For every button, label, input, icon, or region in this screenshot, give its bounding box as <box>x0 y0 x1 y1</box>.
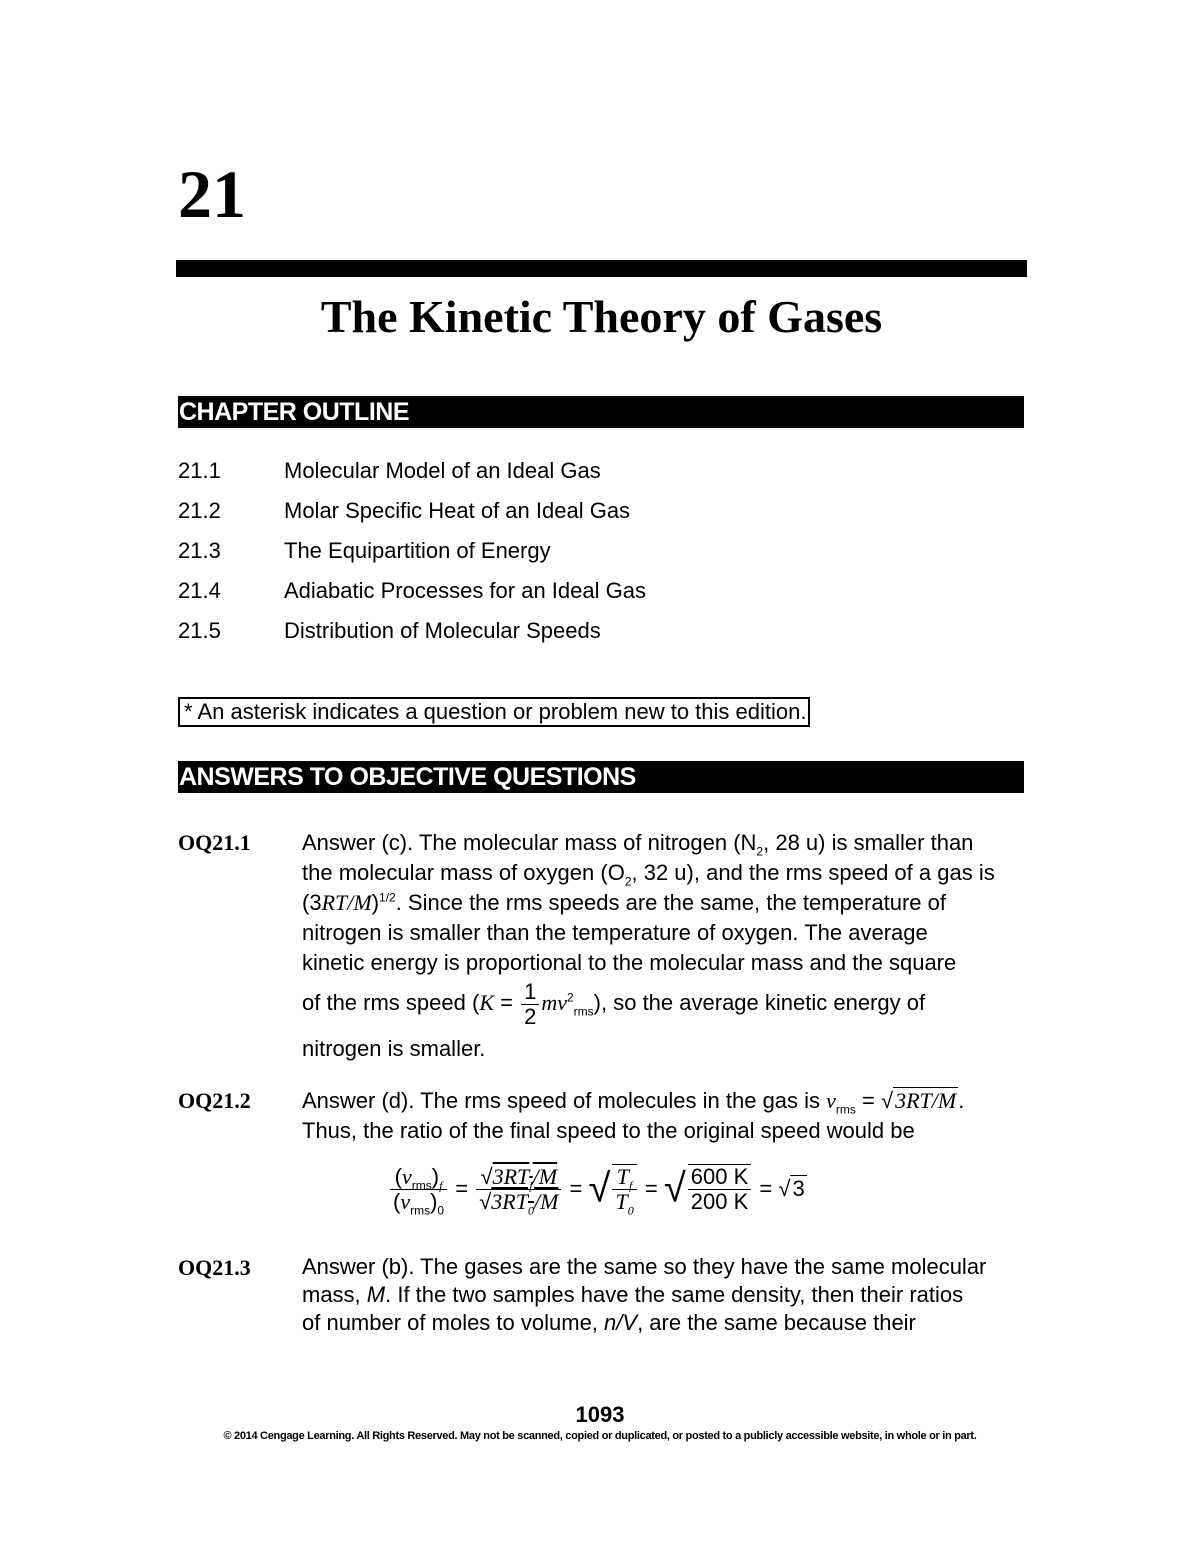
math-term: v <box>826 1088 836 1113</box>
question-label: OQ21.1 <box>178 830 251 855</box>
subscript: rms <box>573 1004 594 1019</box>
text-run: , are the same because their <box>637 1310 916 1335</box>
answer-text <box>302 828 1027 1064</box>
fraction: $\frac{(v_{rms})_f}{(v_{rms})_0}$ <box>390 1165 447 1214</box>
objective-answers-heading: ANSWERS TO OBJECTIVE QUESTIONS <box>178 761 1024 793</box>
text-run: ) <box>371 890 380 915</box>
text-run: of the rms speed ( <box>302 990 480 1015</box>
outline-item-number: 21.3 <box>178 538 221 563</box>
outline-item-title: Molar Specific Heat of an Ideal Gas <box>284 498 631 523</box>
equals-sign: = <box>855 1088 881 1113</box>
text-run: (3 <box>302 890 322 915</box>
outline-item-title: Molecular Model of an Ideal Gas <box>284 458 601 483</box>
asterisk-note: * An asterisk indicates a question or problem new to this edition. <box>178 697 810 727</box>
subscript: rms <box>835 1102 856 1117</box>
text-run: . Since the rms speeds are the same, the temperature of <box>395 890 946 915</box>
numerator: 1 <box>521 980 539 1005</box>
text-line: Thus, the ratio of the final speed to the original speed would be <box>302 1118 915 1143</box>
math-term: mv <box>541 990 567 1015</box>
speed-ratio-equation <box>388 1163 807 1218</box>
text-line: kinetic energy is proportional to the molecular mass and the square <box>302 950 957 975</box>
text-run: Answer (c). The molecular mass of nitrogen (N <box>302 830 757 855</box>
fraction: $\frac{T_f}{T_0}$ <box>612 1164 636 1214</box>
text-line: Answer (b). The gases are the same so they have the same molecular <box>302 1254 987 1279</box>
math-term: n/V <box>604 1310 638 1335</box>
text-run: mass, <box>302 1282 367 1307</box>
text-run: , 32 u), and the rms speed of a gas is <box>631 860 995 885</box>
text-run: the molecular mass of oxygen (O <box>302 860 625 885</box>
equals-sign: = <box>494 990 520 1015</box>
outline-item-number: 21.4 <box>178 578 221 603</box>
outline-item-title: Distribution of Molecular Speeds <box>284 618 601 643</box>
denominator: 2 <box>524 1003 537 1029</box>
text-run: , 28 u) is smaller than <box>763 830 974 855</box>
page-number: 1093 <box>575 1402 625 1427</box>
math-term: K <box>479 990 494 1015</box>
math-term: M <box>366 1282 386 1307</box>
question-label: OQ21.3 <box>178 1255 251 1280</box>
text-run: . <box>958 1088 965 1113</box>
equals-sign: = <box>644 1176 664 1201</box>
radical-sign: √ <box>588 1166 611 1211</box>
text-line: nitrogen is smaller. <box>302 1036 486 1061</box>
question-label: OQ21.2 <box>178 1088 251 1113</box>
outline-item <box>178 614 646 654</box>
outline-item-title: Adiabatic Processes for an Ideal Gas <box>284 578 646 603</box>
outline-item-number: 21.2 <box>178 498 221 523</box>
square-root: √3 <box>778 1176 805 1201</box>
radicand: 3RT/M <box>895 1088 957 1113</box>
text-run: Answer (d). The rms speed of molecules in the gas is <box>302 1088 827 1113</box>
outline-item <box>178 534 646 574</box>
superscript: 2 <box>566 990 574 1005</box>
math-term: RT/M <box>321 890 372 915</box>
chapter-number: 21 <box>178 156 246 232</box>
outline-item-number: 21.1 <box>178 458 221 483</box>
outline-item-number: 21.5 <box>178 618 221 643</box>
text-run: ), so the average kinetic energy of <box>593 990 926 1015</box>
chapter-outline-list <box>178 454 646 654</box>
answer-text <box>302 1086 1027 1146</box>
chapter-title: The Kinetic Theory of Gases <box>320 291 883 342</box>
fraction: $\frac{√3RT_f/M}{√3RT_0/M}$ <box>476 1165 561 1214</box>
fraction: $\frac{600 K}{200 K}$ <box>688 1164 752 1214</box>
text-run: of number of moles to volume, <box>302 1310 605 1335</box>
equals-sign: = <box>569 1176 589 1201</box>
equals-sign: = <box>759 1176 779 1201</box>
fraction <box>521 980 539 1029</box>
copyright-notice: © 2014 Cengage Learning. All Rights Reserved. May not be scanned, copied or duplicated, or posted to a publicly accessible website, in whole or in part. <box>223 1430 977 1442</box>
chapter-rule <box>176 260 1027 277</box>
superscript: 1/2 <box>379 890 396 905</box>
outline-item-title: The Equipartition of Energy <box>284 538 551 563</box>
equals-sign: = <box>455 1176 475 1201</box>
radical-sign: √ <box>663 1166 686 1211</box>
outline-item <box>178 574 646 614</box>
answer-text <box>302 1253 1027 1337</box>
chapter-outline-heading: CHAPTER OUTLINE <box>178 396 1024 428</box>
square-root: √3RT/M <box>881 1088 957 1113</box>
outline-item <box>178 454 646 494</box>
subscript: 2 <box>756 844 764 859</box>
text-line: nitrogen is smaller than the temperature of oxygen. The average <box>302 920 928 945</box>
subscript: 2 <box>624 874 632 889</box>
outline-item <box>178 494 646 534</box>
text-run: . If the two samples have the same density, then their ratios <box>385 1282 964 1307</box>
